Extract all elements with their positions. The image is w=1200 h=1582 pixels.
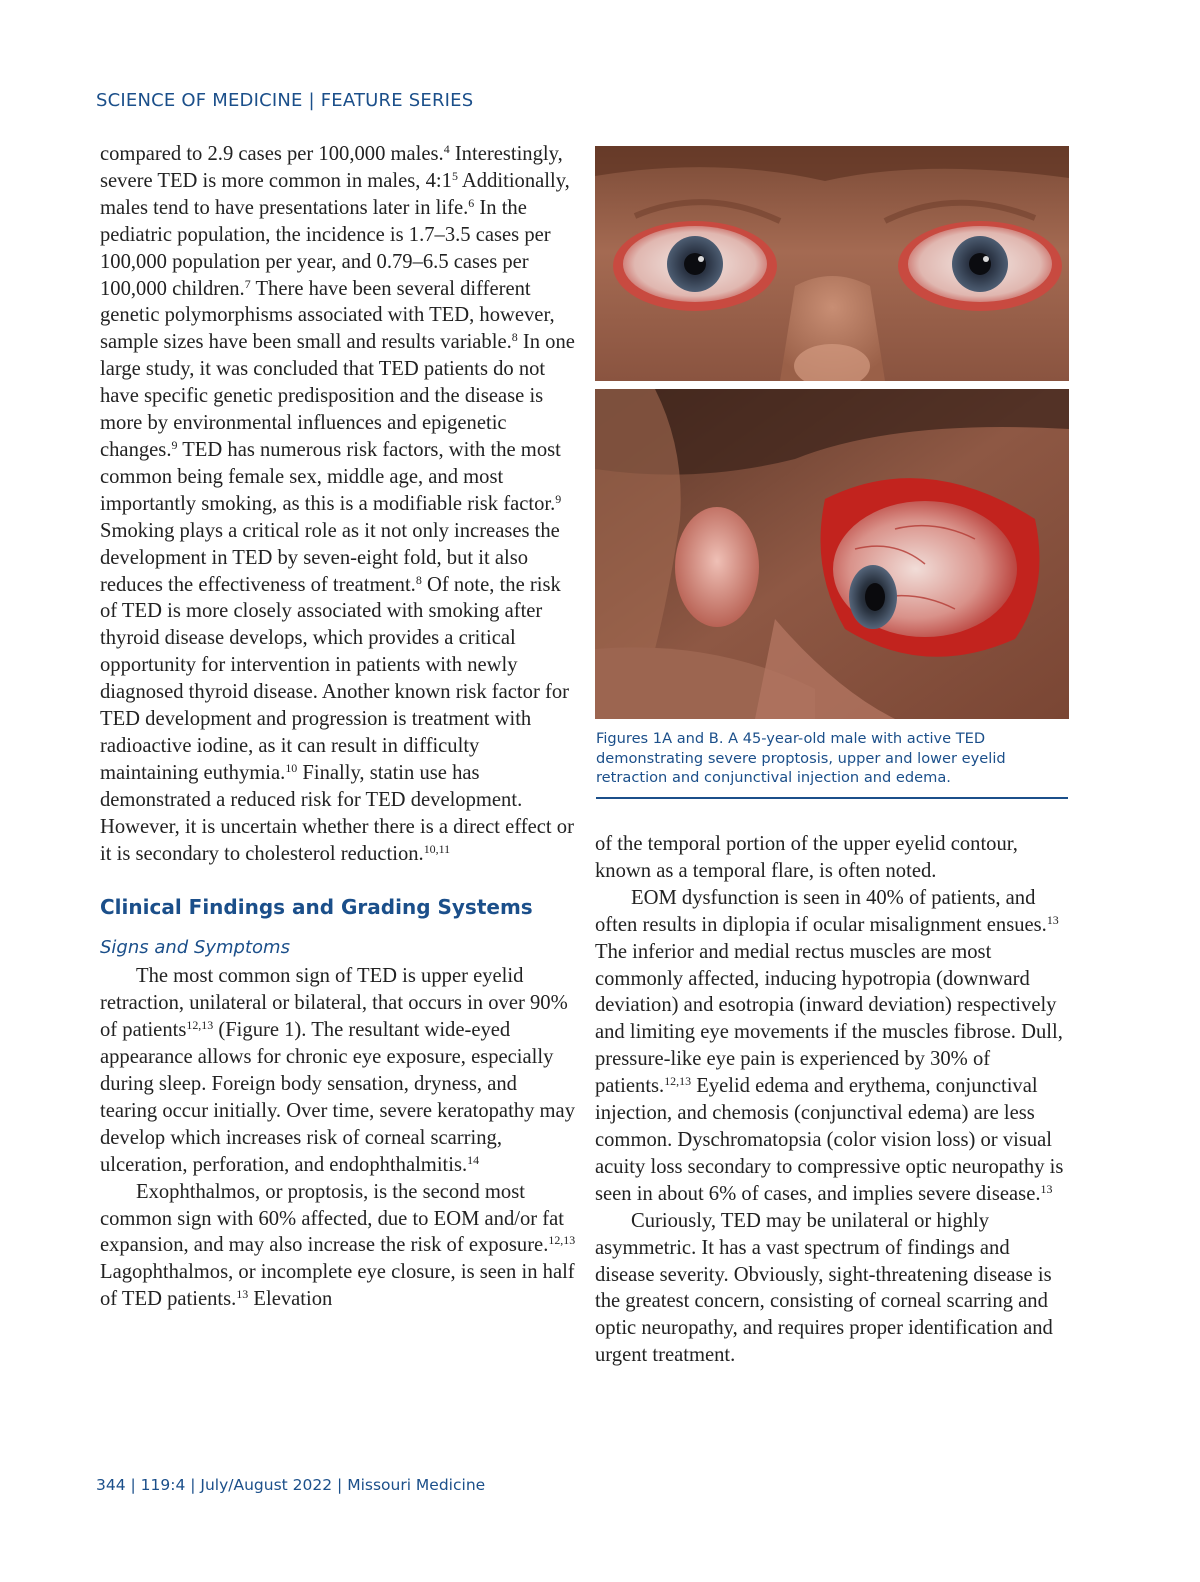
citation: 13: [1046, 912, 1059, 927]
citation: 6: [468, 195, 475, 210]
citation: 12,13: [186, 1018, 214, 1033]
section-heading: Clinical Findings and Grading Systems: [100, 895, 533, 920]
citation: 12,13: [664, 1074, 692, 1088]
citation: 4: [443, 141, 450, 156]
citation: 12,13: [548, 1233, 576, 1248]
citation: 8: [415, 572, 422, 587]
body-paragraph: compared to 2.9 cases per 100,000 males.$^4$ Interestingly, severe TED is more common in males, $4:1^5$ Additionally, males tend to have presentations later in life.$^6$ In the pediatric population, the incidence is 1.7–3.5 cases per 100,000 population per year, and 0.79–6.5 cases per 100,000 children.$^7$ There have been several different genetic polymorphisms associated with TED, however, sample sizes have been small and results variable.$^8$ In one large study, it was concluded that TED patients do not have specific genetic predisposition and the disease is more by environmental influences and epigenetic changes.$^9$ TED has numerous risk factors, with the most common being female sex, middle age, and most importantly smoking, as this is a modifiable risk factor.$^9$ Smoking plays a critical role as it not only increases the development in TED by seven-eight fold, but it also reduces the effectiveness of treatment.$^8$ Of note, the risk of TED is more closely associated with smoking after thyroid disease develops, which provides a critical opportunity for intervention in patients with newly diagnosed thyroid disease. Another known risk factor for TED development and progression is treatment with radioactive iodine, as it can result in difficulty maintaining euthymia.$^{10}$ Finally, statin use has demonstrated a reduced risk for TED development. However, it is uncertain whether there is a direct effect or it is secondary to cholesterol reduction.$^{10,11}$: [100, 141, 575, 865]
citation: 13: [236, 1287, 249, 1302]
citation: 10: [285, 760, 298, 775]
citation: 14: [467, 1152, 480, 1167]
body-paragraph: of the temporal portion of the upper eyelid contour, known as a temporal flare, is often noted.: [595, 833, 1018, 882]
sub-heading: Signs and Symptoms: [100, 937, 290, 959]
running-header: SCIENCE OF MEDICINE | FEATURE SERIES: [96, 90, 474, 111]
citation: 10,11: [423, 841, 451, 856]
citation: 9: [171, 437, 178, 452]
body-paragraph: EOM dysfunction is seen in 40% of patients, and often results in diplopia if ocular misalignment ensues.$^{13}$ The inferior and medial rectus muscles are most commonly affected, inducing hypotropia (downward deviation) and esotropia (inward deviation) respectively and limiting eye movements if the muscles fibrose. Dull, pressure-like eye pain is experienced by 30% of patients.$^{12,13}$ Eyelid edema and erythema, conjunctival injection, and chemosis (conjunctival edema) are less common. Dyschromatopsia (color vision loss) or visual acuity loss secondary to compressive optic neuropathy is seen in about 6% of cases, and implies severe disease.$^{13}$: [595, 886, 1064, 1205]
citation: 5: [451, 168, 458, 183]
left-text-column: [100, 141, 578, 1313]
citation: 13: [1040, 1181, 1053, 1196]
citation: 7: [244, 276, 251, 291]
page-footer: 344 | 119:4 | July/August 2022 | Missouri Medicine: [96, 1476, 486, 1494]
figure-caption: Figures 1A and B. A 45-year-old male with active TED demonstrating severe proptosis, upper and lower eyelid retraction and conjunctival injection and edema.: [596, 730, 1006, 786]
body-paragraph: Curiously, TED may be unilateral or highly asymmetric. It has a vast spectrum of findings and disease severity. Obviously, sight-threatening disease is the greatest concern, consisting of corneal scarring and optic neuropathy, and requires proper identification and urgent treatment.: [595, 1209, 1053, 1367]
figure-1b-photo: [595, 389, 1069, 719]
citation: 8: [511, 330, 518, 345]
caption-divider: [596, 797, 1068, 799]
figure-1a-photo: [595, 146, 1069, 381]
citation: 9: [555, 491, 562, 506]
body-paragraph: The most common sign of TED is upper eyelid retraction, unilateral or bilateral, that occurs in over 90% of patients$^{12,13}$ (Figure 1). The resultant wide-eyed appearance allows for chronic eye exposure, especially during sleep. Foreign body sensation, dryness, and tearing occur initially. Over time, severe keratopathy may develop which increases risk of corneal scarring, ulceration, perforation, and endophthalmitis.$^{14}$: [100, 965, 575, 1176]
body-paragraph: Exophthalmos, or proptosis, is the second most common sign with 60% affected, due to EOM and/or fat expansion, and may also increase the risk of exposure.$^{12,13}$ Lagophthalmos, or incomplete eye closure, is seen in half of TED patients.$^{13}$ Elevation: [100, 1180, 576, 1311]
right-text-column: [595, 831, 1065, 1369]
